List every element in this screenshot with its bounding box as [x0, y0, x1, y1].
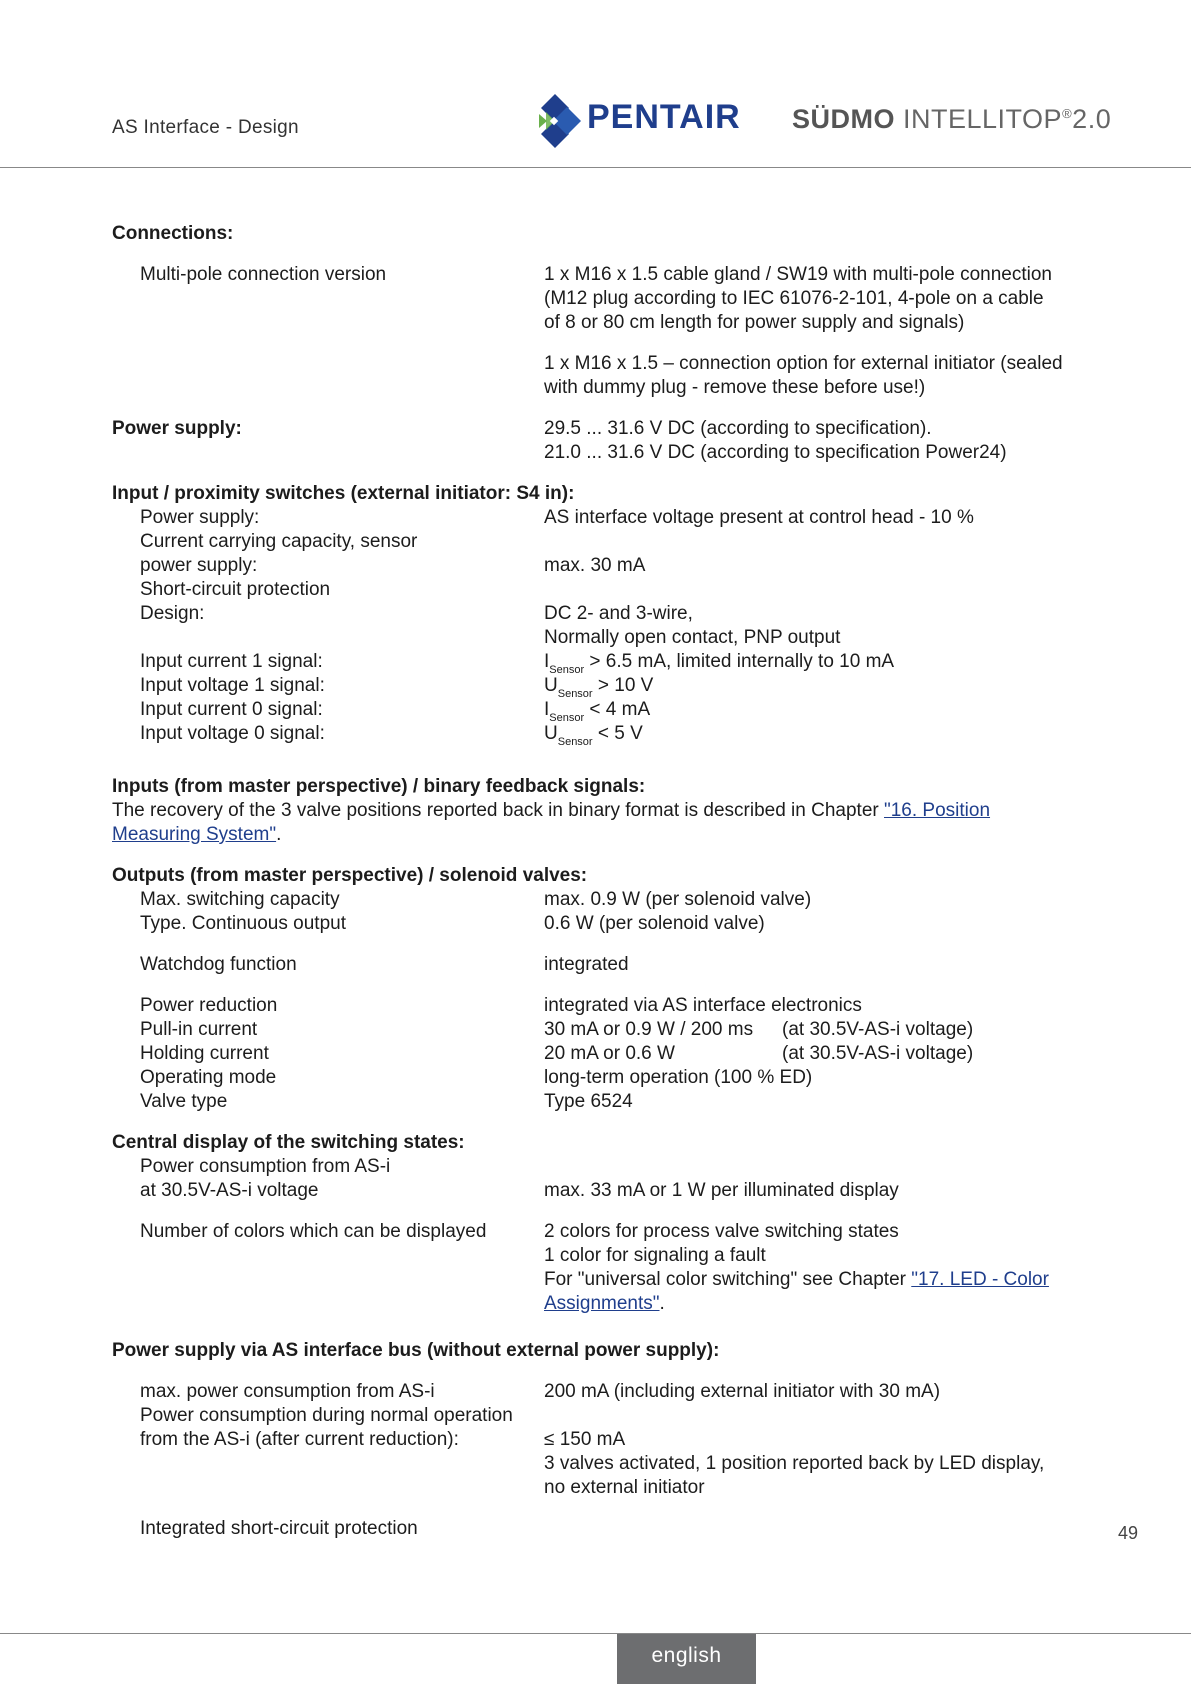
bus-normal-label: from the AS-i (after current reduction):	[140, 1429, 459, 1450]
connections-value-line: 1 x M16 x 1.5 cable gland / SW19 with multi-pole connection	[544, 264, 1052, 285]
product-prefix: SÜDMO	[792, 104, 895, 134]
bus-short-circuit-label: Integrated short-circuit protection	[140, 1518, 418, 1539]
display-consumption-label: at 30.5V-AS-i voltage	[140, 1180, 319, 1201]
input-signal-label: Input current 1 signal:	[140, 651, 323, 672]
input-signal-label: Input voltage 0 signal:	[140, 723, 325, 744]
input-power-supply-value: AS interface voltage present at control head - 10 %	[544, 507, 974, 528]
connections-value2-line: with dummy plug - remove these before use!)	[544, 377, 926, 398]
header-title: AS Interface - Design	[112, 117, 299, 138]
inputs-master-text: The recovery of the 3 valve positions reported back in binary format is described in Chapter "16. Position	[112, 800, 991, 821]
outputs-power-reduction-value: integrated via AS interface electronics	[544, 995, 862, 1016]
display-colors-value: For "universal color switching" see Chapter "17. LED - Color	[544, 1269, 1049, 1290]
bus-max-value: 200 mA (including external initiator with 30 mA)	[544, 1381, 941, 1402]
header-divider	[0, 167, 1191, 168]
outputs-pullin-label: Pull-in current	[140, 1019, 258, 1040]
connections-label: Multi-pole connection version	[140, 264, 387, 285]
outputs-type-value: 0.6 W (per solenoid valve)	[544, 913, 765, 934]
outputs-max-label: Max. switching capacity	[140, 889, 340, 910]
outputs-holding-label: Holding current	[140, 1043, 269, 1064]
product-name	[792, 104, 1111, 135]
input-signal-value: $I_{Sensor} > 6.5$ mA, limited internally to 10 mA	[544, 651, 895, 676]
page-number: 49	[1118, 1523, 1139, 1543]
display-consumption-value: max. 33 mA or 1 W per illuminated display	[544, 1180, 899, 1201]
input-design-value: DC 2- and 3-wire,	[544, 603, 693, 624]
display-colors-label: Number of colors which can be displayed	[140, 1221, 487, 1242]
outputs-heading: Outputs (from master perspective) / solenoid valves:	[112, 865, 588, 886]
language-tab[interactable]: english	[617, 1634, 756, 1684]
bus-supply-heading: Power supply via AS interface bus (without external power supply):	[112, 1340, 720, 1361]
chapter-17-link[interactable]: Assignments"	[544, 1293, 660, 1314]
input-signal-value: $U_{Sensor} < 5$ V	[544, 723, 643, 748]
bus-normal-value: 3 valves activated, 1 position reported back by LED display,	[544, 1453, 1045, 1474]
outputs-watchdog-label: Watchdog function	[140, 954, 297, 975]
input-signal-label: Input voltage 1 signal:	[140, 675, 325, 696]
footer-divider	[0, 1633, 1191, 1634]
brand-name: PENTAIR	[587, 98, 741, 136]
outputs-pullin-note: (at 30.5V-AS-i voltage)	[782, 1019, 974, 1040]
input-signal-value: $U_{Sensor} > 10$ V	[544, 675, 654, 700]
input-current-label: power supply:	[140, 555, 258, 576]
input-current-value: max. 30 mA	[544, 555, 646, 576]
product-registered: ®	[1062, 106, 1073, 121]
outputs-max-value: max. 0.9 W (per solenoid valve)	[544, 889, 812, 910]
power-supply-line: 29.5 ... 31.6 V DC (according to specification).	[544, 418, 932, 439]
power-supply-heading: Power supply:	[112, 418, 242, 439]
outputs-type-label: Type. Continuous output	[140, 913, 346, 934]
display-colors-value: Assignments".	[544, 1293, 665, 1314]
product-main: INTELLITOP	[903, 104, 1063, 134]
bus-normal-value: ≤ 150 mA	[544, 1429, 626, 1450]
outputs-pullin-value: 30 mA or 0.9 W / 200 ms	[544, 1019, 754, 1040]
inputs-master-heading: Inputs (from master perspective) / binary feedback signals:	[112, 776, 646, 797]
display-colors-value: 1 color for signaling a fault	[544, 1245, 766, 1266]
connections-value-line: (M12 plug according to IEC 61076-2-101, 4-pole on a cable	[544, 288, 1044, 309]
pentair-logo-icon	[535, 92, 583, 150]
outputs-valve-value: Type 6524	[544, 1091, 633, 1112]
outputs-valve-label: Valve type	[140, 1091, 228, 1112]
input-signal-value: $I_{Sensor} < 4$ mA	[544, 699, 651, 724]
chapter-17-link[interactable]: "17. LED - Color	[911, 1269, 1049, 1290]
bus-max-label: max. power consumption from AS-i	[140, 1381, 435, 1402]
input-signal-label: Input current 0 signal:	[140, 699, 323, 720]
display-consumption-label: Power consumption from AS-i	[140, 1156, 391, 1177]
input-heading: Input / proximity switches (external initiator: S4 in):	[112, 483, 575, 504]
display-colors-value: 2 colors for process valve switching states	[544, 1221, 899, 1242]
connections-heading: Connections:	[112, 223, 234, 244]
outputs-mode-label: Operating mode	[140, 1067, 277, 1088]
outputs-watchdog-value: integrated	[544, 954, 629, 975]
bus-normal-value: no external initiator	[544, 1477, 705, 1498]
outputs-mode-value: long-term operation (100 % ED)	[544, 1067, 813, 1088]
input-short-circuit-label: Short-circuit protection	[140, 579, 331, 600]
inputs-master-text: Measuring System".	[112, 824, 282, 845]
product-version: 2.0	[1072, 104, 1112, 134]
power-supply-line: 21.0 ... 31.6 V DC (according to specification Power24)	[544, 442, 1007, 463]
input-current-label: Current carrying capacity, sensor	[140, 531, 418, 552]
outputs-holding-note: (at 30.5V-AS-i voltage)	[782, 1043, 974, 1064]
chapter-16-link[interactable]: Measuring System"	[112, 824, 277, 845]
connections-value2-line: 1 x M16 x 1.5 – connection option for external initiator (sealed	[544, 353, 1063, 374]
input-design-label: Design:	[140, 603, 205, 624]
connections-value-line: of 8 or 80 cm length for power supply and signals)	[544, 312, 965, 333]
outputs-holding-value: 20 mA or 0.6 W	[544, 1043, 675, 1064]
chapter-16-link[interactable]: "16. Position	[884, 800, 991, 821]
display-heading: Central display of the switching states:	[112, 1132, 465, 1153]
outputs-power-reduction-label: Power reduction	[140, 995, 278, 1016]
pentair-logo	[535, 92, 755, 150]
input-design-value: Normally open contact, PNP output	[544, 627, 841, 648]
input-power-supply-label: Power supply:	[140, 507, 260, 528]
bus-normal-label: Power consumption during normal operation	[140, 1405, 513, 1426]
